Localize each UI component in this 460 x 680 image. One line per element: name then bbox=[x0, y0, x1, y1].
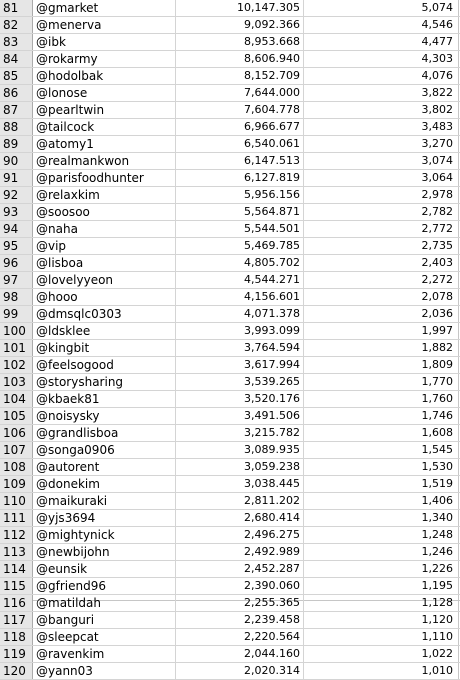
account-name-cell[interactable]: @ravenkim bbox=[33, 646, 176, 662]
account-name-cell[interactable]: @pearltwin bbox=[33, 102, 176, 118]
value-cell[interactable]: 3,089.935 bbox=[176, 442, 304, 458]
value-cell[interactable]: 5,564.871 bbox=[176, 204, 304, 220]
table-row[interactable] bbox=[0, 85, 460, 102]
account-name-cell[interactable]: @banguri bbox=[33, 612, 176, 628]
row-header[interactable]: 91 bbox=[0, 170, 33, 186]
account-name-cell[interactable]: @tailcock bbox=[33, 119, 176, 135]
value-cell[interactable]: 5,956.156 bbox=[176, 187, 304, 203]
table-row[interactable] bbox=[0, 425, 460, 442]
account-name-cell[interactable]: @parisfoodhunter bbox=[33, 170, 176, 186]
account-name-cell[interactable]: @kbaek81 bbox=[33, 391, 176, 407]
value-cell[interactable]: 7,644.000 bbox=[176, 85, 304, 101]
account-name-cell[interactable]: @storysharing bbox=[33, 374, 176, 390]
account-name-cell[interactable]: @atomy1 bbox=[33, 136, 176, 152]
account-name-cell[interactable]: @gfriend96 bbox=[33, 578, 176, 594]
value-cell[interactable]: 5,544.501 bbox=[176, 221, 304, 237]
value-cell[interactable]: 2,239.458 bbox=[176, 612, 304, 628]
account-name-cell[interactable]: @rokarmy bbox=[33, 51, 176, 67]
half-value-cell[interactable]: 2,036 bbox=[304, 306, 459, 322]
row-header[interactable]: 118 bbox=[0, 629, 33, 645]
row-header[interactable]: 114 bbox=[0, 561, 33, 577]
table-row[interactable] bbox=[0, 221, 460, 238]
row-header[interactable]: 108 bbox=[0, 459, 33, 475]
account-name-cell[interactable]: @lovelyyeon bbox=[33, 272, 176, 288]
table-row[interactable] bbox=[0, 510, 460, 527]
table-row[interactable] bbox=[0, 170, 460, 187]
table-row[interactable] bbox=[0, 459, 460, 476]
table-row[interactable] bbox=[0, 442, 460, 459]
value-cell[interactable]: 3,038.445 bbox=[176, 476, 304, 492]
half-value-cell[interactable]: 1,770 bbox=[304, 374, 459, 390]
value-cell[interactable]: 3,993.099 bbox=[176, 323, 304, 339]
half-value-cell[interactable]: 2,403 bbox=[304, 255, 459, 271]
table-row[interactable] bbox=[0, 102, 460, 119]
row-header[interactable]: 112 bbox=[0, 527, 33, 543]
table-row[interactable] bbox=[0, 255, 460, 272]
value-cell[interactable]: 2,680.414 bbox=[176, 510, 304, 526]
row-header[interactable]: 106 bbox=[0, 425, 33, 441]
half-value-cell[interactable]: 1,226 bbox=[304, 561, 459, 577]
row-header[interactable]: 107 bbox=[0, 442, 33, 458]
row-header[interactable]: 113 bbox=[0, 544, 33, 560]
table-row[interactable] bbox=[0, 323, 460, 340]
table-row[interactable] bbox=[0, 34, 460, 51]
row-header[interactable]: 116 bbox=[0, 595, 33, 611]
row-header[interactable]: 99 bbox=[0, 306, 33, 322]
account-name-cell[interactable]: @maikuraki bbox=[33, 493, 176, 509]
half-value-cell[interactable]: 3,074 bbox=[304, 153, 459, 169]
half-value-cell[interactable]: 3,822 bbox=[304, 85, 459, 101]
table-row[interactable] bbox=[0, 544, 460, 561]
value-cell[interactable]: 2,496.275 bbox=[176, 527, 304, 543]
account-name-cell[interactable]: @donekim bbox=[33, 476, 176, 492]
account-name-cell[interactable]: @lisboa bbox=[33, 255, 176, 271]
table-row[interactable] bbox=[0, 272, 460, 289]
account-name-cell[interactable]: @gmarket bbox=[33, 0, 176, 16]
row-header[interactable]: 103 bbox=[0, 374, 33, 390]
row-header[interactable]: 110 bbox=[0, 493, 33, 509]
value-cell[interactable]: 3,520.176 bbox=[176, 391, 304, 407]
table-row[interactable] bbox=[0, 595, 460, 612]
value-cell[interactable]: 3,059.238 bbox=[176, 459, 304, 475]
account-name-cell[interactable]: @yann03 bbox=[33, 663, 176, 679]
table-row[interactable] bbox=[0, 306, 460, 323]
account-name-cell[interactable]: @vip bbox=[33, 238, 176, 254]
value-cell[interactable]: 2,811.202 bbox=[176, 493, 304, 509]
table-row[interactable] bbox=[0, 374, 460, 391]
value-cell[interactable]: 9,092.366 bbox=[176, 17, 304, 33]
half-value-cell[interactable]: 4,546 bbox=[304, 17, 459, 33]
row-header[interactable]: 100 bbox=[0, 323, 33, 339]
value-cell[interactable]: 4,544.271 bbox=[176, 272, 304, 288]
half-value-cell[interactable]: 3,064 bbox=[304, 170, 459, 186]
value-cell[interactable]: 2,390.060 bbox=[176, 578, 304, 594]
value-cell[interactable]: 2,044.160 bbox=[176, 646, 304, 662]
account-name-cell[interactable]: @autorent bbox=[33, 459, 176, 475]
value-cell[interactable]: 4,156.601 bbox=[176, 289, 304, 305]
half-value-cell[interactable]: 1,110 bbox=[304, 629, 459, 645]
table-row[interactable] bbox=[0, 493, 460, 510]
half-value-cell[interactable]: 4,477 bbox=[304, 34, 459, 50]
half-value-cell[interactable]: 3,270 bbox=[304, 136, 459, 152]
value-cell[interactable]: 6,540.061 bbox=[176, 136, 304, 152]
value-cell[interactable]: 2,020.314 bbox=[176, 663, 304, 679]
value-cell[interactable]: 6,966.677 bbox=[176, 119, 304, 135]
half-value-cell[interactable]: 1,809 bbox=[304, 357, 459, 373]
half-value-cell[interactable]: 1,545 bbox=[304, 442, 459, 458]
half-value-cell[interactable]: 1,406 bbox=[304, 493, 459, 509]
row-header[interactable]: 95 bbox=[0, 238, 33, 254]
table-row[interactable] bbox=[0, 527, 460, 544]
row-header[interactable]: 94 bbox=[0, 221, 33, 237]
row-header[interactable]: 102 bbox=[0, 357, 33, 373]
half-value-cell[interactable]: 2,978 bbox=[304, 187, 459, 203]
value-cell[interactable]: 8,152.709 bbox=[176, 68, 304, 84]
value-cell[interactable]: 10,147.305 bbox=[176, 0, 304, 16]
table-row[interactable] bbox=[0, 357, 460, 374]
row-header[interactable]: 117 bbox=[0, 612, 33, 628]
half-value-cell[interactable]: 2,078 bbox=[304, 289, 459, 305]
value-cell[interactable]: 2,492.989 bbox=[176, 544, 304, 560]
table-row[interactable] bbox=[0, 119, 460, 136]
value-cell[interactable]: 2,255.365 bbox=[176, 595, 304, 611]
half-value-cell[interactable]: 3,483 bbox=[304, 119, 459, 135]
value-cell[interactable]: 4,805.702 bbox=[176, 255, 304, 271]
row-header[interactable]: 87 bbox=[0, 102, 33, 118]
half-value-cell[interactable]: 3,802 bbox=[304, 102, 459, 118]
value-cell[interactable]: 3,764.594 bbox=[176, 340, 304, 356]
table-row[interactable] bbox=[0, 612, 460, 629]
row-header[interactable]: 81 bbox=[0, 0, 33, 16]
row-header[interactable]: 115 bbox=[0, 578, 33, 594]
half-value-cell[interactable]: 1,746 bbox=[304, 408, 459, 424]
account-name-cell[interactable]: @soosoo bbox=[33, 204, 176, 220]
table-row[interactable] bbox=[0, 238, 460, 255]
half-value-cell[interactable]: 1,128 bbox=[304, 595, 459, 611]
table-row[interactable] bbox=[0, 476, 460, 493]
value-cell[interactable]: 8,953.668 bbox=[176, 34, 304, 50]
half-value-cell[interactable]: 1,248 bbox=[304, 527, 459, 543]
account-name-cell[interactable]: @eunsik bbox=[33, 561, 176, 577]
row-header[interactable]: 104 bbox=[0, 391, 33, 407]
half-value-cell[interactable]: 1,530 bbox=[304, 459, 459, 475]
row-header[interactable]: 84 bbox=[0, 51, 33, 67]
value-cell[interactable]: 3,215.782 bbox=[176, 425, 304, 441]
row-header[interactable]: 101 bbox=[0, 340, 33, 356]
value-cell[interactable]: 2,220.564 bbox=[176, 629, 304, 645]
account-name-cell[interactable]: @realmankwon bbox=[33, 153, 176, 169]
value-cell[interactable]: 7,604.778 bbox=[176, 102, 304, 118]
half-value-cell[interactable]: 1,760 bbox=[304, 391, 459, 407]
account-name-cell[interactable]: @sleepcat bbox=[33, 629, 176, 645]
half-value-cell[interactable]: 4,076 bbox=[304, 68, 459, 84]
account-name-cell[interactable]: @grandlisboa bbox=[33, 425, 176, 441]
half-value-cell[interactable]: 1,195 bbox=[304, 578, 459, 594]
row-header[interactable]: 109 bbox=[0, 476, 33, 492]
half-value-cell[interactable]: 1,022 bbox=[304, 646, 459, 662]
row-header[interactable]: 85 bbox=[0, 68, 33, 84]
row-header[interactable]: 83 bbox=[0, 34, 33, 50]
account-name-cell[interactable]: @hodolbak bbox=[33, 68, 176, 84]
row-header[interactable]: 92 bbox=[0, 187, 33, 203]
account-name-cell[interactable]: @newbijohn bbox=[33, 544, 176, 560]
account-name-cell[interactable]: @yjs3694 bbox=[33, 510, 176, 526]
value-cell[interactable]: 3,491.506 bbox=[176, 408, 304, 424]
account-name-cell[interactable]: @songa0906 bbox=[33, 442, 176, 458]
account-name-cell[interactable]: @ibk bbox=[33, 34, 176, 50]
table-row[interactable] bbox=[0, 646, 460, 663]
table-row[interactable] bbox=[0, 17, 460, 34]
value-cell[interactable]: 6,147.513 bbox=[176, 153, 304, 169]
table-row[interactable] bbox=[0, 408, 460, 425]
account-name-cell[interactable]: @naha bbox=[33, 221, 176, 237]
account-name-cell[interactable]: @feelsogood bbox=[33, 357, 176, 373]
account-name-cell[interactable]: @dmsqlc0303 bbox=[33, 306, 176, 322]
account-name-cell[interactable]: @ldsklee bbox=[33, 323, 176, 339]
half-value-cell[interactable]: 2,272 bbox=[304, 272, 459, 288]
half-value-cell[interactable]: 1,010 bbox=[304, 663, 459, 679]
half-value-cell[interactable]: 1,882 bbox=[304, 340, 459, 356]
half-value-cell[interactable]: 1,608 bbox=[304, 425, 459, 441]
table-row[interactable] bbox=[0, 187, 460, 204]
row-header[interactable]: 105 bbox=[0, 408, 33, 424]
table-row[interactable] bbox=[0, 663, 460, 680]
account-name-cell[interactable]: @kingbit bbox=[33, 340, 176, 356]
account-name-cell[interactable]: @matildah bbox=[33, 595, 176, 611]
half-value-cell[interactable]: 1,340 bbox=[304, 510, 459, 526]
value-cell[interactable]: 2,452.287 bbox=[176, 561, 304, 577]
row-header[interactable]: 96 bbox=[0, 255, 33, 271]
value-cell[interactable]: 4,071.378 bbox=[176, 306, 304, 322]
account-name-cell[interactable]: @lonose bbox=[33, 85, 176, 101]
account-name-cell[interactable]: @hooo bbox=[33, 289, 176, 305]
table-row[interactable] bbox=[0, 136, 460, 153]
row-header[interactable]: 82 bbox=[0, 17, 33, 33]
half-value-cell[interactable]: 4,303 bbox=[304, 51, 459, 67]
row-header[interactable]: 119 bbox=[0, 646, 33, 662]
table-row[interactable] bbox=[0, 204, 460, 221]
table-row[interactable] bbox=[0, 51, 460, 68]
table-row[interactable] bbox=[0, 391, 460, 408]
table-row[interactable] bbox=[0, 578, 460, 595]
half-value-cell[interactable]: 1,120 bbox=[304, 612, 459, 628]
value-cell[interactable]: 3,617.994 bbox=[176, 357, 304, 373]
account-name-cell[interactable]: @noisysky bbox=[33, 408, 176, 424]
table-row[interactable] bbox=[0, 289, 460, 306]
table-row[interactable] bbox=[0, 0, 460, 17]
half-value-cell[interactable]: 2,772 bbox=[304, 221, 459, 237]
table-row[interactable] bbox=[0, 68, 460, 85]
row-header[interactable]: 86 bbox=[0, 85, 33, 101]
row-header[interactable]: 89 bbox=[0, 136, 33, 152]
half-value-cell[interactable]: 1,997 bbox=[304, 323, 459, 339]
value-cell[interactable]: 8,606.940 bbox=[176, 51, 304, 67]
value-cell[interactable]: 6,127.819 bbox=[176, 170, 304, 186]
row-header[interactable]: 93 bbox=[0, 204, 33, 220]
half-value-cell[interactable]: 5,074 bbox=[304, 0, 459, 16]
value-cell[interactable]: 5,469.785 bbox=[176, 238, 304, 254]
account-name-cell[interactable]: @relaxkim bbox=[33, 187, 176, 203]
table-row[interactable] bbox=[0, 629, 460, 646]
half-value-cell[interactable]: 1,519 bbox=[304, 476, 459, 492]
table-row[interactable] bbox=[0, 153, 460, 170]
half-value-cell[interactable]: 2,782 bbox=[304, 204, 459, 220]
value-cell[interactable]: 3,539.265 bbox=[176, 374, 304, 390]
row-header[interactable]: 88 bbox=[0, 119, 33, 135]
half-value-cell[interactable]: 2,735 bbox=[304, 238, 459, 254]
table-row[interactable] bbox=[0, 340, 460, 357]
account-name-cell[interactable]: @mightynick bbox=[33, 527, 176, 543]
row-header[interactable]: 97 bbox=[0, 272, 33, 288]
half-value-cell[interactable]: 1,246 bbox=[304, 544, 459, 560]
row-header[interactable]: 98 bbox=[0, 289, 33, 305]
row-header[interactable]: 120 bbox=[0, 663, 33, 679]
table-row[interactable] bbox=[0, 561, 460, 578]
row-header[interactable]: 111 bbox=[0, 510, 33, 526]
account-name-cell[interactable]: @menerva bbox=[33, 17, 176, 33]
row-header[interactable]: 90 bbox=[0, 153, 33, 169]
